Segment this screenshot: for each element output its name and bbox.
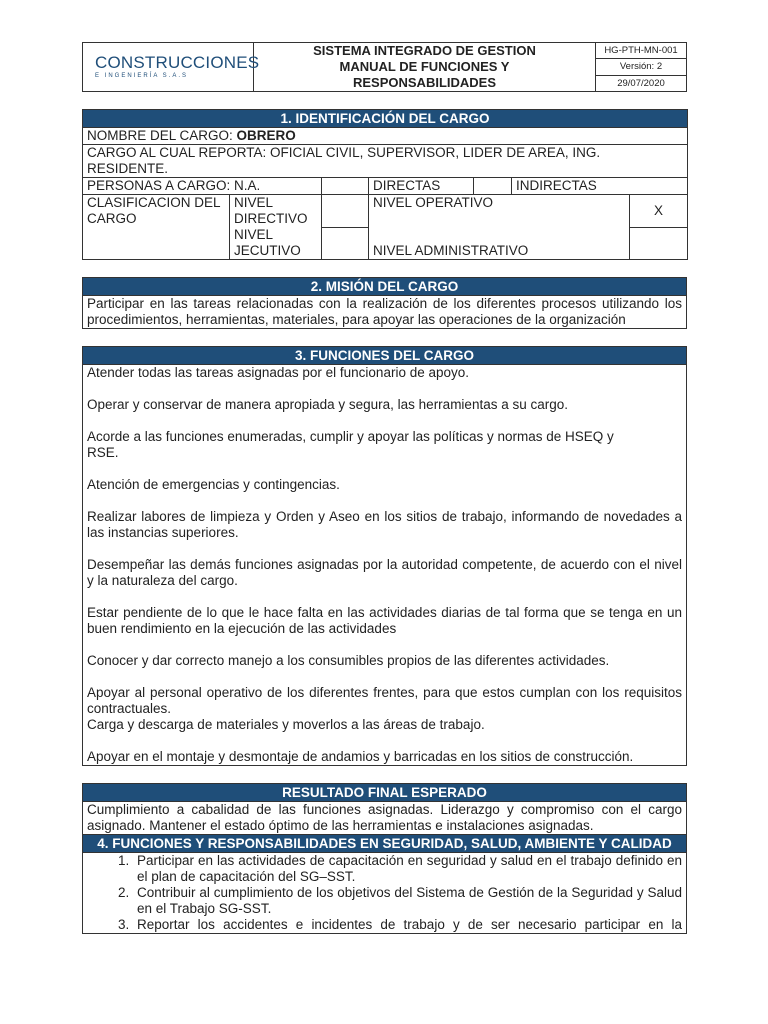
document-version: Versión: 2 bbox=[596, 59, 687, 75]
funcion-item: Conocer y dar correcto manejo a los consumibles propios de las diferentes actividades. bbox=[87, 653, 610, 668]
document-date: 29/07/2020 bbox=[596, 75, 687, 91]
personas-empty-cell bbox=[322, 178, 369, 195]
section-3-title: 3. FUNCIONES DEL CARGO bbox=[83, 347, 687, 365]
nivel-administrativo-box bbox=[630, 227, 688, 260]
indirectas-label: INDIRECTAS bbox=[512, 178, 688, 195]
nivel-operativo-mark: X bbox=[630, 195, 688, 228]
sgsst-item: 2. Contribuir al cumplimiento de los objetivos del Sistema de Gestión de la Seguridad y Salud en el Trabajo SG-SST. bbox=[133, 885, 682, 917]
directas-empty-cell bbox=[474, 178, 512, 195]
funcion-item: Realizar labores de limpieza y Orden y Aseo en los sitios de trabajo, informando de novedades a las instancias superiores. bbox=[87, 509, 682, 540]
nivel-directivo: NIVEL DIRECTIVO bbox=[230, 195, 322, 228]
logo-name: CONSTRUCCIONES bbox=[95, 53, 260, 72]
directas-label: DIRECTAS bbox=[369, 178, 474, 195]
funcion-item: Apoyar en el montaje y desmontaje de andamios y barricadas en los sitios de construcción. bbox=[87, 749, 634, 764]
nivel-administrativo: NIVEL ADMINISTRATIVO bbox=[369, 227, 630, 260]
section-resultado bbox=[82, 783, 687, 934]
nivel-ejecutivo: NIVEL JECUTIVO bbox=[230, 227, 322, 260]
sgsst-list bbox=[87, 853, 682, 933]
company-logo bbox=[83, 43, 260, 91]
nivel-ejecutivo-box bbox=[322, 227, 369, 260]
section-2-title: 2. MISIÓN DEL CARGO bbox=[83, 278, 687, 296]
section-4-title: 4. FUNCIONES Y RESPONSABILIDADES EN SEGURIDAD, SALUD, AMBIENTE Y CALIDAD bbox=[83, 835, 687, 853]
clasificacion-label: CLASIFICACION DEL CARGO bbox=[83, 195, 230, 260]
cargo-value: OBRERO bbox=[236, 128, 296, 143]
funcion-item: Atender todas las tareas asignadas por el funcionario de apoyo. bbox=[87, 365, 470, 380]
document-page bbox=[82, 42, 687, 934]
personas-a-cargo: PERSONAS A CARGO: N.A. bbox=[83, 178, 322, 195]
logo-cell bbox=[83, 43, 260, 92]
section-identificacion bbox=[82, 109, 688, 260]
mision-text: Participar en las tareas relacionadas con la realización de los diferentes procesos utilizando los procedimientos, herramientas, materiales, para apoyar las operaciones de la organización bbox=[83, 296, 687, 329]
reporta-row: CARGO AL CUAL REPORTA: OFICIAL CIVIL, SUPERVISOR, LIDER DE AREA, ING. RESIDENTE. bbox=[83, 145, 688, 178]
funcion-item: Carga y descarga de materiales y moverlos a las áreas de trabajo. bbox=[87, 717, 485, 732]
resultado-text: Cumplimiento a cabalidad de las funciones asignadas. Liderazgo y compromiso con el cargo asignado. Mantener el estado óptimo de las herramientas e instalaciones asignadas. bbox=[83, 802, 687, 835]
section-funciones bbox=[82, 346, 687, 766]
funcion-item: Atención de emergencias y contingencias. bbox=[87, 477, 340, 492]
resultado-title: RESULTADO FINAL ESPERADO bbox=[83, 784, 687, 802]
title-line-2: MANUAL DE FUNCIONES Y bbox=[339, 59, 510, 74]
cargo-label: NOMBRE DEL CARGO: bbox=[87, 128, 237, 143]
sgsst-list-cell bbox=[83, 853, 687, 934]
sgsst-item: 1. Participar en las actividades de capacitación en seguridad y salud en el trabajo definido en el plan de capacitación del SG–SST. bbox=[133, 853, 682, 885]
funcion-item: Apoyar al personal operativo de los diferentes frentes, para que estos cumplan con los requisitos contractuales. bbox=[87, 685, 682, 716]
document-header bbox=[82, 42, 687, 92]
sgsst-item: 3. Reportar los accidentes e incidentes de trabajo y de ser necesario participar en la bbox=[133, 917, 682, 933]
funcion-item: Desempeñar las demás funciones asignadas por la autoridad competente, de acuerdo con el nivel y la naturaleza del cargo. bbox=[87, 557, 682, 588]
title-line-1: SISTEMA INTEGRADO DE GESTION bbox=[313, 43, 536, 58]
document-title bbox=[254, 43, 596, 92]
funciones-list bbox=[83, 365, 687, 766]
funcion-item: Operar y conservar de manera apropiada y segura, las herramientas a su cargo. bbox=[87, 397, 568, 412]
cargo-name-row bbox=[83, 128, 688, 145]
section-mision bbox=[82, 277, 687, 329]
title-line-3: RESPONSABILIDADES bbox=[352, 75, 497, 90]
section-1-title: 1. IDENTIFICACIÓN DEL CARGO bbox=[83, 110, 688, 128]
funcion-item: Acorde a las funciones enumeradas, cumplir y apoyar las políticas y normas de HSEQ y RSE. bbox=[87, 429, 614, 460]
nivel-directivo-box bbox=[322, 195, 369, 228]
funcion-item: Estar pendiente de lo que le hace falta en las actividades diarias de tal forma que se tenga en un buen rendimiento en la ejecución de las actividades bbox=[87, 605, 682, 636]
nivel-operativo: NIVEL OPERATIVO bbox=[369, 195, 630, 228]
logo-subtitle: E INGENIERÍA S.A.S bbox=[95, 73, 189, 79]
document-code: HG-PTH-MN-001 bbox=[596, 43, 687, 59]
